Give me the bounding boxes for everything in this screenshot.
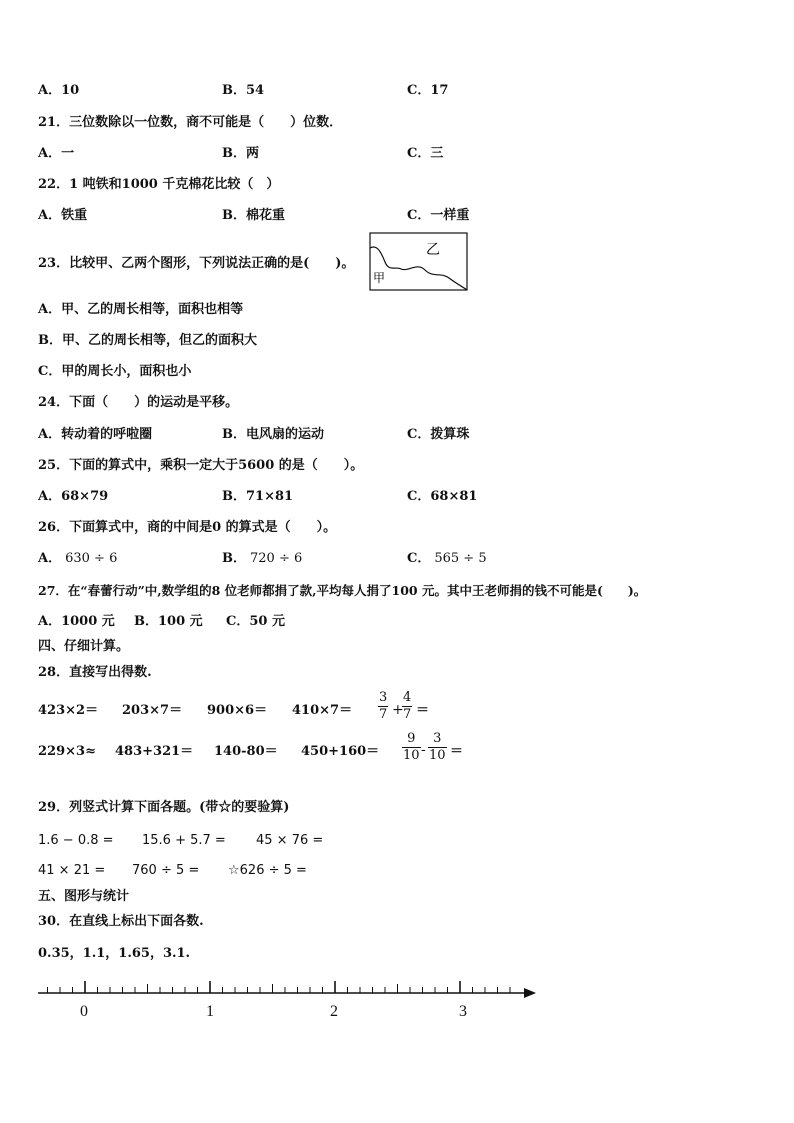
option-b: B．两	[222, 146, 259, 161]
fraction: $\frac{3}{7}$	[379, 690, 388, 722]
fraction: $\frac{4}{7}$	[403, 690, 412, 722]
option-b: B．71×81	[222, 489, 294, 504]
numbers-to-mark: 0.35，1.1，1.65，3.1.	[38, 946, 191, 961]
equals: ＝	[416, 703, 430, 718]
option-c	[407, 550, 487, 568]
option-c: C．拨算珠	[407, 427, 470, 442]
vertical-calc-item: 45 × 76 =	[256, 833, 324, 848]
question-21: 21．三位数除以一位数，商不可能是（ ）位数．	[38, 115, 343, 130]
question-26: 26．下面算式中，商的中间是0 的算式是（ ）。	[38, 520, 337, 535]
calc-item: 203×7＝	[122, 703, 183, 718]
label-jia: 甲	[373, 271, 386, 285]
label-yi: 乙	[426, 242, 440, 258]
section-heading: 四、仔细计算。	[38, 639, 130, 654]
option-c: C．50 元	[226, 614, 285, 629]
option-a	[38, 550, 117, 568]
option-c: C．一样重	[407, 208, 470, 223]
option-expr: 565 ÷ 5	[434, 551, 487, 566]
tick-label: 2	[330, 1003, 338, 1020]
vertical-calc-item: 41 × 21 =	[38, 863, 106, 878]
vertical-calc-item: 1.6 − 0.8 =	[38, 833, 114, 848]
calc-item: 229×3≈	[38, 744, 96, 759]
number-line	[30, 975, 550, 1025]
question-22: 22．1 吨铁和1000 千克棉花比较（ ）	[38, 177, 280, 192]
vertical-calc-item: 15.6 + 5.7 =	[142, 833, 226, 848]
calc-item: 140-80＝	[214, 744, 278, 759]
option-c: C．甲的周长小，面积也小	[38, 364, 192, 379]
option-a: A．10	[38, 83, 80, 98]
question-25: 25．下面的算式中，乘积一定大于5600 的是（ ）。	[38, 458, 364, 473]
calc-item: 423×2＝	[38, 703, 99, 718]
calc-item: 450+160＝	[301, 744, 380, 759]
option-a: A．转动着的呼啦圈	[38, 427, 153, 442]
tick-label: 0	[80, 1003, 88, 1020]
option-letter: B．	[222, 551, 246, 566]
option-b: B．棉花重	[222, 208, 285, 223]
equals: ＝	[450, 744, 464, 759]
option-expr: 720 ÷ 6	[250, 551, 303, 566]
tick-label: 1	[206, 1003, 214, 1020]
option-b: B．54	[222, 83, 265, 98]
option-b: B．甲、乙的周长相等，但乙的面积大	[38, 333, 257, 348]
tick-label: 3	[459, 1003, 467, 1020]
question-24: 24．下面（ ）的运动是平移。	[38, 395, 239, 410]
option-b: B．100 元	[134, 614, 203, 629]
option-a: A．68×79	[38, 489, 109, 504]
vertical-calc-item: 760 ÷ 5 =	[132, 863, 200, 878]
calc-item: 900×6＝	[207, 703, 268, 718]
fraction: $\frac{9}{10}$	[403, 731, 420, 763]
option-expr: 630 ÷ 6	[65, 551, 118, 566]
arrow-icon	[524, 988, 536, 998]
calc-item: 410×7＝	[292, 703, 353, 718]
option-c: C．三	[407, 146, 444, 161]
figure-jia-yi	[369, 232, 469, 292]
question-27: 27．在“春蕾行动”中,数学组的8 位老师都捐了款,平均每人捐了100 元。其中王老师捐的钱不可能是( )。	[38, 583, 647, 598]
option-b: B．电风扇的运动	[222, 427, 324, 442]
question-23: 23．比较甲、乙两个图形，下列说法正确的是( )。	[38, 256, 355, 271]
option-letter: C．	[407, 551, 431, 566]
question-30: 30．在直线上标出下面各数.	[38, 914, 204, 929]
vertical-calc-item-check: ☆626 ÷ 5 =	[228, 863, 307, 878]
calc-item: 483+321＝	[115, 744, 194, 759]
option-a: A．甲、乙的周长相等，面积也相等	[38, 302, 244, 317]
option-b	[222, 550, 302, 568]
option-a: A．铁重	[38, 208, 88, 223]
option-letter: A．	[38, 551, 62, 566]
section-heading: 五、图形与统计	[38, 889, 130, 904]
option-c: C．17	[407, 83, 449, 98]
option-a: A．1000 元	[38, 614, 115, 629]
fraction: $\frac{3}{10}$	[429, 731, 446, 763]
operator: -	[421, 742, 426, 758]
option-c: C．68×81	[407, 489, 478, 504]
operator: +	[392, 702, 404, 718]
question-29: 29．列竖式计算下面各题。(带☆的要验算)	[38, 800, 290, 815]
option-a: A．一	[38, 146, 75, 161]
question-28: 28．直接写出得数.	[38, 665, 152, 680]
